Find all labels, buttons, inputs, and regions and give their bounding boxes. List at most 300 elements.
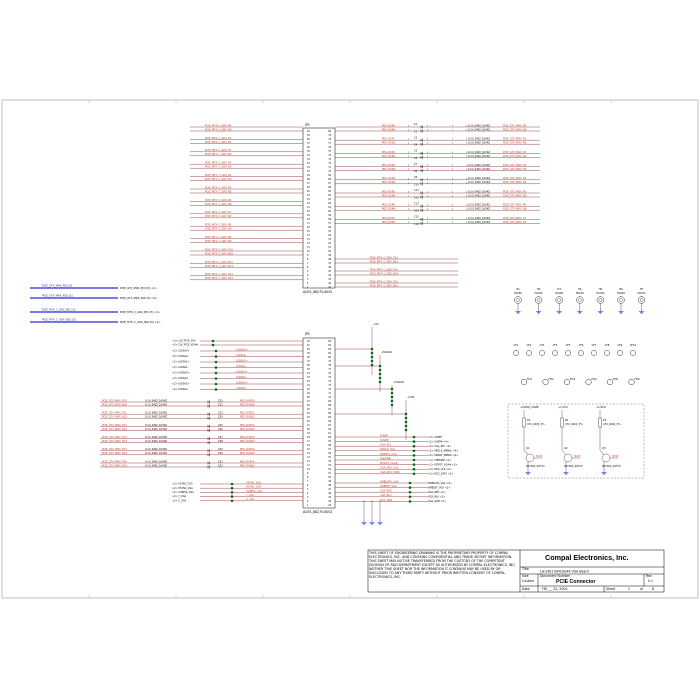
pin-number: 78 — [328, 364, 331, 367]
fiducial — [526, 350, 531, 355]
transistor-ref: Q2 — [564, 447, 568, 450]
fiducial-diode — [564, 379, 570, 385]
fiducial — [630, 350, 635, 355]
signal-port: <2> CLK_PCIE_VGA# — [172, 343, 198, 347]
bus-page-ref: PCIE_GTX_MRX_P[0:15] <2> — [120, 286, 157, 290]
custom-label: Custom — [522, 579, 535, 583]
net-label: PCIE_GTX_MRX_N6 — [503, 207, 527, 211]
pin-number: 22 — [307, 202, 310, 205]
pin-number: 70 — [328, 170, 331, 173]
net-label: PLTRST_VGA# — [380, 462, 398, 465]
pin-number: 62 — [328, 202, 331, 205]
net-label: PCIE_MTX_C_GRX_P12 — [205, 273, 233, 277]
junction — [413, 459, 416, 462]
pin-number: 62 — [328, 428, 331, 431]
connector-jp2 — [100, 322, 458, 525]
fd-ref: FD2 — [548, 378, 554, 381]
junction — [413, 463, 416, 466]
junction — [215, 366, 218, 369]
date-label: Date — [522, 587, 530, 591]
cap-ref: C28 — [218, 440, 223, 443]
net-label: PEG_RXN1 — [382, 141, 396, 145]
pin-number: 66 — [328, 186, 331, 189]
power-rail-label: +1.8VS — [596, 406, 606, 409]
net-label: PCIE_GTX_MRX_P12 — [102, 423, 127, 427]
net-label: PCIE_GTX_MRX_P14 — [102, 448, 127, 452]
cap-ref: C24 — [218, 415, 223, 419]
fiducial — [539, 350, 544, 355]
junction — [405, 417, 408, 420]
signal-port: <2> CONFIG_VGA — [172, 491, 194, 494]
cap-ref: C9 — [414, 176, 418, 179]
pin-number: 30 — [307, 170, 310, 173]
fiducial-diode — [607, 379, 613, 385]
cap-value: 0.1U_0402_16V4Z — [468, 220, 490, 224]
net-label: PCIE_GTX_MRX_P10 — [102, 399, 127, 403]
pin-number: 79 — [328, 134, 331, 137]
bus-net-label: PCIE_MTX_C_GRX_N[0:15] — [42, 318, 76, 322]
pin-number: 31 — [307, 384, 310, 387]
junction — [409, 482, 412, 485]
cap-value: 0.1U_0402_16V4Z — [145, 460, 167, 464]
junction — [413, 450, 416, 453]
pin-number: 73 — [328, 384, 331, 387]
net-label: PEG_RXN3 — [382, 168, 396, 171]
pin-number: 1 — [307, 504, 309, 507]
pin-number: 20 — [307, 428, 310, 431]
pin-number: 40 — [307, 130, 310, 133]
pin-number: 10 — [307, 468, 310, 471]
pin-number: 9 — [307, 254, 309, 257]
pin-number: 59 — [328, 440, 331, 443]
cap-value: 0.1U_0402_16V4Z — [468, 203, 490, 207]
signal-port: <2> LVDSA1- — [172, 366, 189, 370]
net-label: PEG_RXN12 — [240, 427, 255, 431]
pin-number: 2 — [427, 151, 429, 154]
pin-number: 13 — [307, 456, 310, 459]
pin-number: 41 — [307, 344, 310, 347]
pin-number: 14 — [307, 452, 310, 455]
title-label: Title — [522, 567, 529, 571]
bus-net-label: PCIE_GTX_MRX_P[0:15] — [42, 284, 73, 288]
pin-number: 12 — [307, 460, 310, 463]
fiducial-ref: CF7 — [591, 344, 597, 347]
fd-ref: FD5 — [613, 378, 619, 381]
net-label: SMBSET_VGA — [380, 485, 397, 488]
pin-number: 18 — [307, 218, 310, 221]
ground-symbol — [557, 309, 562, 314]
pin-number: 72 — [328, 162, 331, 165]
pin-number: 3 — [307, 278, 309, 281]
transistor-ref: Q3 — [602, 447, 606, 450]
rev-label: Rev — [646, 574, 652, 578]
cap-value: 0.1U_0402_16V4Z — [145, 403, 167, 407]
power-rail-label: +5VALW — [381, 351, 392, 354]
cap-value: 0.1U_0402_16V4Z — [145, 427, 167, 431]
resistor — [561, 418, 564, 427]
net-label: Y_VGA — [246, 494, 255, 497]
net-label: LVDSA2- — [236, 375, 247, 379]
cap-ref: C32 — [218, 464, 223, 468]
net-label: PEG_RXN15 — [240, 464, 255, 468]
pin-number: 2 — [427, 155, 429, 158]
pin-number: 84 — [328, 340, 331, 343]
pin-number: 2 — [427, 138, 429, 141]
net-label: PCIE_MTX_C_GRX_N2 — [205, 153, 232, 157]
mount-hole-inner — [599, 299, 602, 302]
net-label: C_VGA — [246, 498, 255, 502]
pin-number: 69 — [328, 174, 331, 177]
bus-page-ref: PCIE_MTX_C_GRX_N[0:15] <2> — [120, 320, 161, 324]
pin-number: 37 — [307, 142, 310, 145]
pin-number: 56 — [328, 452, 331, 455]
fiducial — [513, 350, 518, 355]
fiducial-ref: CF3 — [539, 344, 545, 347]
pin-number: 76 — [328, 372, 331, 375]
pin-number: 2 — [466, 195, 468, 198]
proprietary-notice: THIS SHEET OF ENGINEERING DRAWING IS THE PROPRIETARY PROPERTY OF COMPAL ELECTRONICS, INC. AND CONTAINS CONFIDENTIAL AND TRADE SECRET INFORMATION. THIS SHEET MAY NOT BE TRANSFERRED FROM THE CUSTODY OF THE COMPETENT DIVISION OF R&D DEPARTMENT EXCEPT AS AUTHORIZED BY COMPAL ELECTRONICS, INC. NEITHER THIS SHEET NOR THE INFORMATION IT CONTAINS MAY BE USED BY OR DISCLOSED TO ANY THIRD PARTY WITHOUT PRIOR WRITTEN CONSENT OF COMPAL ELECTRONICS, INC. — [369, 551, 516, 579]
pin-number: 11 — [307, 246, 310, 249]
net-label: PCIE_MTX_C_GRX_P4 — [205, 174, 232, 177]
junction — [413, 468, 416, 471]
pin-number: 2 — [427, 129, 429, 132]
hole-ref: H5 — [598, 288, 603, 291]
transistor-body — [564, 454, 572, 462]
net-label: VGA_SEL — [380, 443, 392, 447]
cap-ref: C4 — [414, 143, 418, 147]
junction — [391, 400, 394, 403]
junction — [405, 429, 408, 432]
pin-number: 1 — [452, 182, 454, 185]
pin-number: 1 — [408, 125, 410, 128]
pin-number: 56 — [328, 226, 331, 229]
junction — [413, 440, 416, 443]
fd-ref: FD1 — [527, 378, 533, 381]
hole-ref: H6 — [619, 288, 623, 291]
cap-value: 0.1U_0402_16V4Z — [145, 452, 167, 456]
fiducial-ref: CF10 — [629, 344, 637, 347]
company-name: Compal Electronics, Inc. — [545, 553, 629, 562]
fiducial-diode — [543, 379, 549, 385]
bus-labels — [30, 284, 161, 324]
pin-number: 55 — [328, 456, 331, 459]
pin-number: 1 — [452, 169, 454, 172]
pin-number: 21 — [307, 206, 310, 209]
pin-number: 15 — [307, 230, 310, 233]
pin-number: 80 — [328, 130, 331, 133]
resistor — [599, 418, 602, 427]
pin-number: 2 — [466, 129, 468, 132]
pin-number: 2 — [427, 182, 429, 185]
pin-number: 5 — [307, 488, 309, 491]
net-label: PEG_RXP7 — [382, 216, 395, 220]
pin-number: 44 — [328, 500, 331, 503]
ground-symbol — [516, 309, 521, 314]
hole-part: HOLEA — [555, 292, 564, 295]
signal-port: <4> 2VREF — [428, 435, 442, 439]
cap-value: 0.1U_0402_16V4Z — [468, 154, 490, 158]
pin-number: 11 — [307, 464, 310, 467]
pin-number: 49 — [328, 254, 331, 257]
fiducial-diode — [586, 379, 592, 385]
net-label: PCIE_MTX_C_GRX_N11 — [205, 264, 234, 268]
net-label: PCIE_GTX_MRX_P7 — [503, 216, 527, 220]
pin-number: 40 — [307, 348, 310, 351]
resistor-value: 470_0402_5% — [527, 423, 545, 426]
junction — [413, 436, 416, 439]
resistor — [523, 418, 526, 427]
pin-number: 53 — [328, 238, 331, 241]
net-label: PCIE_MTX_C_GRX_P10 — [205, 248, 233, 252]
rev-value: 0.1 — [648, 579, 654, 583]
ground-symbol — [378, 520, 383, 525]
junction — [409, 500, 412, 503]
pin-number: 25 — [307, 408, 310, 411]
resistor-ref: R1 — [527, 419, 531, 422]
junction — [405, 425, 408, 428]
pin-number: 44 — [328, 274, 331, 277]
pin-number: 50 — [328, 250, 331, 253]
net-label: SMBDATA_VGA — [380, 480, 399, 484]
pin-number: 73 — [328, 158, 331, 161]
net-label: PCIE_MTX_C_GRX_P2 — [205, 149, 232, 153]
jp2-part: ACES_88275-6002 — [303, 510, 333, 514]
pin-number: 80 — [328, 356, 331, 359]
fiducial-ref: CF1 — [513, 344, 519, 347]
pin-number: 1 — [408, 138, 410, 141]
signal-port: <2> C_VGA — [172, 499, 187, 503]
net-label: LVDSA1- — [236, 364, 247, 368]
mount-holes — [514, 287, 646, 314]
net-label: PCIE_GTX_MRX_P1 — [503, 137, 527, 141]
net-label: 2VREF — [380, 434, 389, 438]
ground-symbol — [602, 470, 607, 475]
cap-value: 0.1U_0402_16V4Z — [468, 216, 490, 220]
pin-number: 51 — [328, 246, 331, 249]
net-label: PCIE_GTX_MRX_P2 — [503, 150, 527, 154]
cap-ref: C25 — [218, 423, 223, 427]
pin-number: 1 — [408, 204, 410, 207]
resistor-value: 470_0402_5% — [565, 423, 583, 426]
transistor-part: 2N7002_SOT23 — [602, 465, 621, 468]
net-label: PCIE_GTX_MRX_P11 — [102, 411, 127, 415]
junction — [231, 487, 234, 490]
cap-value: 0.1U_0402_16V4Z — [145, 464, 167, 468]
pin-number: 67 — [328, 182, 331, 185]
cap-value: 0.1U_0402_16V4Z — [468, 124, 490, 128]
net-label: PCIE_MTX_C_GRX_N8 — [205, 227, 232, 231]
junction — [212, 344, 215, 347]
pin-number: 5 — [307, 270, 309, 273]
signal-port: <2> LVDSA0- — [172, 355, 189, 359]
pin-number: 1 — [408, 142, 410, 145]
bus-net-label: PCIE_GTX_MRX_N[0:15] — [42, 294, 73, 298]
pin-number: 2 — [466, 221, 468, 224]
net-label: PCIE_MTX_C_GRX_P0 — [205, 124, 232, 128]
signal-port: <2> LVDSA2- — [172, 377, 189, 381]
fiducial-ref: CF6 — [578, 344, 584, 347]
net-label: PCIE_GTX_MRX_N4 — [503, 181, 527, 185]
fd-ref: FD4 — [591, 378, 597, 381]
fiducial — [552, 350, 557, 355]
cap-ref: C23 — [218, 411, 223, 415]
pin-number: 45 — [328, 496, 331, 499]
cap-ref: C8 — [414, 170, 418, 174]
pin-number: 2 — [427, 217, 429, 220]
transistor-body — [526, 454, 534, 462]
net-label: LVDSA1+ — [236, 359, 248, 363]
cap-ref: C3 — [414, 136, 418, 140]
signal-port: <2> PLTRST_VGA# <2> — [428, 463, 458, 467]
signal-port: <2> VGA_SEL <4> — [428, 445, 452, 448]
net-label: PEG_RXN13 — [240, 440, 255, 443]
signal-port: <2> HSYNC_VGA — [172, 486, 193, 490]
pin-number: 1 — [408, 151, 410, 154]
net-label: PEG_RXP2 — [382, 150, 395, 154]
pin-number: 54 — [328, 460, 331, 463]
pin-number: 46 — [328, 492, 331, 495]
pin-number: 83 — [328, 344, 331, 347]
cap-ref: C5 — [414, 149, 418, 153]
junction — [231, 495, 234, 498]
cap-ref: C30 — [218, 452, 223, 456]
net-label: PCIE_GTX_MRX_N5 — [503, 194, 527, 198]
pin-number: 60 — [328, 210, 331, 213]
pin-number: 38 — [307, 356, 310, 359]
hole-part: HOLEA — [513, 292, 523, 295]
pin-number: 77 — [328, 142, 331, 145]
signal-port: VGA_BLU <2> — [428, 495, 446, 499]
pin-number: 2 — [466, 182, 468, 185]
net-label: PCIE_MTX_C_GRX_N13 — [370, 260, 399, 264]
hole-ref: H2 — [536, 288, 541, 291]
capacitor-fiducials — [513, 343, 636, 356]
cap-value: 0.1U_0402_16V4Z — [468, 177, 490, 181]
signal-port: <2> LVDSA1+ — [172, 360, 190, 364]
ground-symbol — [619, 309, 624, 314]
power-rail-label: +VDDQ_CORE — [520, 406, 539, 409]
pin-number: 1 — [408, 178, 410, 181]
connector-jp1 — [190, 123, 540, 294]
pin-number: 74 — [328, 380, 331, 383]
cap-value: 0.1U_0402_16V4Z — [468, 128, 490, 132]
net-label: PCIE_MTX_C_GRX_N5 — [205, 190, 232, 194]
signal-port: SMBSET_VGA <2> — [428, 486, 451, 490]
doc-label: Document Number — [540, 574, 571, 578]
pin-number: 69 — [328, 400, 331, 403]
pin-number: 65 — [328, 416, 331, 419]
net-label: VGA_DDC_DATA — [380, 471, 400, 475]
pin-number: 9 — [307, 472, 309, 475]
cap-value: 0.1U_0402_16V4Z — [468, 190, 490, 194]
pin-number: 1 — [408, 129, 410, 132]
hole-part: HOLEA — [616, 292, 626, 295]
mount-hole-inner — [558, 299, 561, 302]
junction — [212, 340, 215, 343]
junction — [391, 396, 394, 399]
net-label: PCIE_GTX_MRX_N12 — [102, 427, 128, 431]
pin-number: 1 — [452, 165, 454, 168]
net-label: LVDSA0+ — [236, 348, 248, 352]
pin-number: 1 — [452, 138, 454, 141]
pin-number: 60 — [328, 436, 331, 439]
net-label: PEG_RXN0 — [382, 128, 396, 132]
net-label: SMCLK_VGA — [380, 448, 396, 452]
pin-number: 1 — [452, 178, 454, 181]
pin-number: 26 — [307, 404, 310, 407]
pin-number: 2 — [466, 142, 468, 145]
transistor-lead — [562, 450, 566, 455]
pin-number: 52 — [328, 242, 331, 245]
document-title: PCIE Connector — [556, 579, 596, 585]
cap-ref: C31 — [218, 460, 223, 464]
net-label: PCIE_GTX_MRX_N13 — [102, 440, 128, 443]
junction — [215, 377, 218, 380]
junction — [215, 388, 218, 391]
pin-number: 2 — [427, 125, 429, 128]
pin-number: 59 — [328, 214, 331, 217]
mount-hole-inner — [640, 299, 643, 302]
signal-port: <2> Y_VGA — [172, 495, 187, 499]
pin-number: 45 — [328, 270, 331, 273]
pin-number: 20 — [307, 210, 310, 213]
pin-number: 21 — [307, 424, 310, 427]
net-label: PEG_RXN10 — [240, 403, 255, 407]
pin-number: 2 — [466, 138, 468, 141]
pin-number: 61 — [328, 206, 331, 209]
pin-number: 34 — [307, 372, 310, 375]
fd-ref: FD6 — [634, 378, 640, 381]
pin-number: 63 — [328, 424, 331, 427]
hole-ref: H3 — [557, 288, 562, 291]
pin-number: 6 — [307, 484, 309, 487]
pin-number: 1 — [408, 217, 410, 220]
signal-port: <2> SMCLK_SMBAL <4> — [428, 449, 459, 453]
pin-number: 70 — [328, 396, 331, 399]
net-label: PCIE_MTX_C_GRX_P7 — [205, 211, 232, 215]
net-label: PCIE_MTX_C_GRX_N15 — [370, 284, 399, 288]
pin-number: 57 — [328, 448, 331, 451]
pin-number: 27 — [307, 400, 310, 403]
cap-ref: C22 — [218, 403, 223, 407]
pin-number: 65 — [328, 190, 331, 193]
net-label: VGA_DDC_CLK — [380, 466, 399, 470]
sheet-label: Sheet — [606, 587, 616, 591]
pin-number: 1 — [452, 142, 454, 145]
pin-number: 1 — [408, 169, 410, 172]
pin-number: 42 — [307, 340, 310, 343]
pin-number: 2 — [427, 208, 429, 211]
fiducial-diode — [521, 379, 527, 385]
net-label: VGA_RED — [380, 489, 392, 493]
cap-ref: C2 — [414, 130, 418, 134]
net-label: LVDSA0- — [236, 353, 247, 357]
net-label: PCIE_MTX_C_GRX_P14 — [370, 268, 398, 272]
pin-number: 63 — [328, 198, 331, 201]
cap-value: 0.1U_0402_16V4Z — [468, 207, 490, 211]
hole-ref: H4 — [577, 288, 582, 291]
net-label: LVDSAC- — [236, 386, 247, 390]
net-label: THERM# — [380, 457, 391, 461]
cap-value: 0.1U_0402_16V4Z — [145, 399, 167, 403]
cap-value: 0.1U_0402_16V4Z — [468, 168, 490, 171]
pin-number: 1 — [408, 182, 410, 185]
net-label: PCIE_GTX_MRX_P3 — [503, 164, 527, 167]
mount-hole-inner — [620, 299, 623, 302]
cap-ref: C12 — [414, 196, 419, 200]
transistor-part: 2N7002_SOT23 — [564, 465, 583, 468]
pin-number: 6 — [307, 266, 309, 269]
